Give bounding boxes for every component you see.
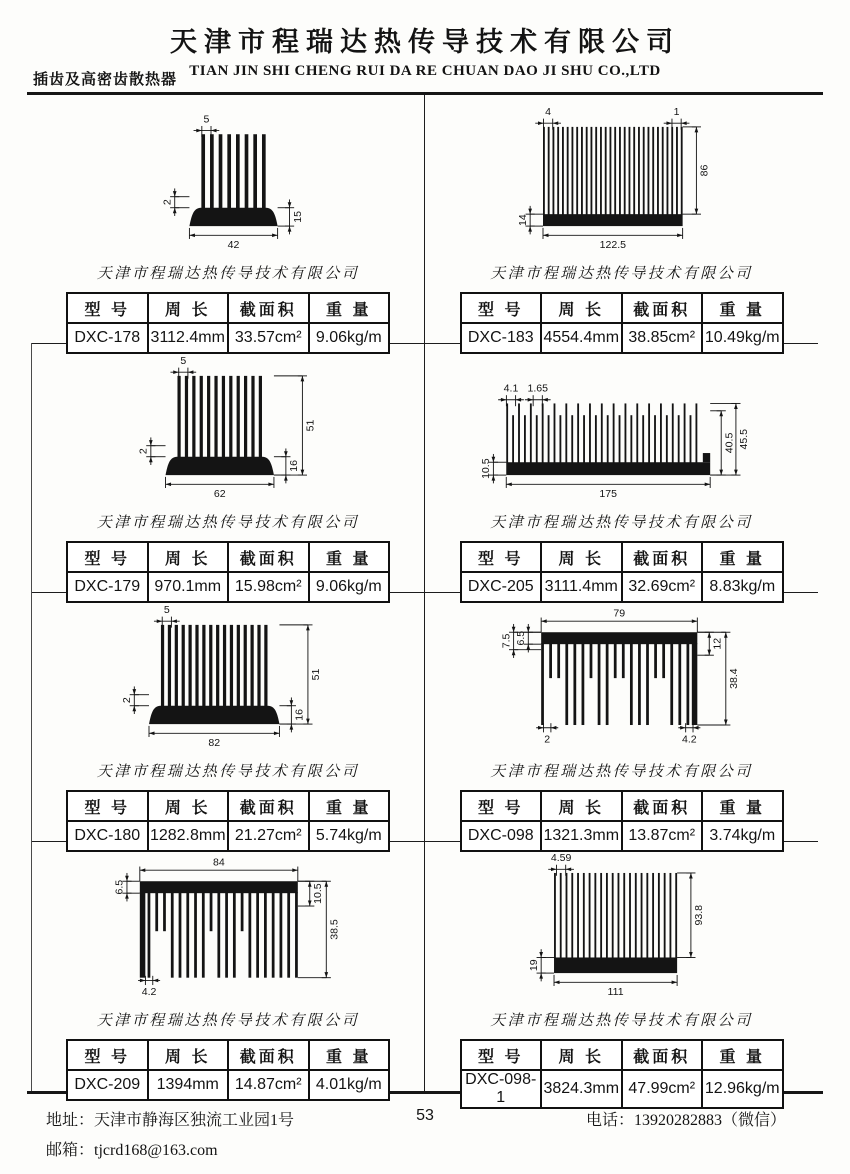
col-header-perimeter: 周 长	[541, 542, 622, 572]
area-value: 13.87cm²	[622, 821, 703, 851]
svg-text:84: 84	[212, 856, 225, 869]
cell-caption: 天津市程瑞达热传导技术有限公司	[96, 513, 360, 531]
email-line: 邮箱：tjcrd168@163.com	[46, 1142, 218, 1159]
svg-text:10.5: 10.5	[312, 883, 325, 904]
col-header-perimeter: 周 长	[541, 791, 622, 821]
category-label: 插齿及高密齿散热器	[33, 71, 178, 88]
spec-table	[66, 1039, 390, 1101]
product-cell	[425, 344, 818, 593]
svg-text:38.5: 38.5	[328, 919, 341, 940]
weight-value: 8.83kg/m	[702, 572, 783, 602]
perimeter-value: 3112.4mm	[148, 323, 229, 353]
page-header	[0, 0, 850, 92]
svg-text:6.5: 6.5	[113, 879, 126, 895]
cell-caption: 天津市程瑞达热传导技术有限公司	[96, 762, 360, 780]
svg-text:2: 2	[120, 697, 133, 704]
svg-text:45.5: 45.5	[737, 429, 750, 450]
model-value: DXC-205	[461, 572, 542, 602]
svg-text:4.2: 4.2	[141, 986, 157, 999]
weight-value: 4.01kg/m	[309, 1070, 390, 1100]
col-header-perimeter: 周 长	[148, 542, 229, 572]
col-header-area: 截面积	[622, 293, 703, 323]
svg-text:12: 12	[711, 637, 724, 650]
area-value: 21.27cm²	[228, 821, 309, 851]
col-header-weight: 重 量	[702, 542, 783, 572]
col-header-model: 型 号	[67, 542, 148, 572]
svg-text:51: 51	[310, 668, 323, 681]
page-footer	[0, 1094, 850, 1170]
area-value: 14.87cm²	[228, 1070, 309, 1100]
svg-text:15: 15	[291, 211, 304, 223]
weight-value: 3.74kg/m	[702, 821, 783, 851]
svg-text:62: 62	[213, 488, 226, 501]
cell-caption: 天津市程瑞达热传导技术有限公司	[96, 1011, 360, 1029]
product-cell	[32, 842, 425, 1091]
svg-text:93.8: 93.8	[692, 904, 705, 926]
col-header-perimeter: 周 长	[541, 1040, 622, 1070]
svg-text:4.59: 4.59	[550, 852, 571, 865]
profile-drawing-svg	[462, 352, 782, 510]
col-header-perimeter: 周 长	[541, 293, 622, 323]
col-header-weight: 重 量	[702, 1040, 783, 1070]
perimeter-value: 1394mm	[148, 1070, 229, 1100]
col-header-weight: 重 量	[309, 1040, 390, 1070]
product-cell	[425, 842, 818, 1106]
svg-text:6.5: 6.5	[514, 630, 527, 646]
model-value: DXC-180	[67, 821, 148, 851]
svg-text:4.2: 4.2	[681, 733, 697, 746]
svg-text:38.4: 38.4	[727, 668, 740, 689]
col-header-area: 截面积	[622, 1040, 703, 1070]
svg-text:51: 51	[304, 419, 317, 432]
col-header-model: 型 号	[67, 293, 148, 323]
model-value: DXC-179	[67, 572, 148, 602]
area-value: 47.99cm²	[622, 1070, 703, 1108]
svg-text:5: 5	[203, 113, 210, 126]
svg-text:10.5: 10.5	[479, 458, 492, 479]
svg-text:86: 86	[698, 164, 711, 177]
phone-line: 电话：13920282883（微信）	[585, 1112, 786, 1129]
svg-text:4: 4	[544, 105, 551, 118]
weight-value: 9.06kg/m	[309, 572, 390, 602]
col-header-perimeter: 周 长	[148, 1040, 229, 1070]
svg-text:14: 14	[516, 214, 529, 226]
weight-value: 9.06kg/m	[309, 323, 390, 353]
heatsink-profile-drawing	[462, 103, 782, 261]
svg-text:82: 82	[208, 737, 221, 750]
perimeter-value: 3111.4mm	[541, 572, 622, 602]
svg-text:2: 2	[543, 733, 550, 746]
profile-drawing-svg	[68, 850, 388, 1008]
company-title-en: TIAN JIN SHI CHENG RUI DA RE CHUAN DAO JI SHU CO.,LTD	[189, 63, 661, 79]
svg-text:2: 2	[161, 199, 174, 206]
product-cell	[425, 95, 818, 344]
col-header-area: 截面积	[228, 293, 309, 323]
svg-text:7.5: 7.5	[499, 633, 512, 649]
address-line: 地址：天津市静海区独流工业园1号	[46, 1112, 295, 1129]
col-header-model: 型 号	[461, 1040, 542, 1070]
heatsink-profile-drawing	[462, 352, 782, 510]
product-cell	[32, 95, 425, 344]
model-value: DXC-098-1	[461, 1070, 542, 1108]
profile-drawing-svg	[462, 601, 782, 759]
company-title-cn: 天津市程瑞达热传导技术有限公司	[170, 27, 680, 57]
col-header-area: 截面积	[622, 791, 703, 821]
perimeter-value: 1282.8mm	[148, 821, 229, 851]
product-grid	[32, 95, 818, 1106]
svg-text:16: 16	[293, 709, 306, 721]
product-cell	[32, 593, 425, 842]
profile-drawing-svg	[462, 850, 782, 1008]
heatsink-profile-drawing	[68, 601, 388, 759]
cell-caption: 天津市程瑞达热传导技术有限公司	[490, 1011, 753, 1029]
cell-caption: 天津市程瑞达热传导技术有限公司	[490, 264, 753, 282]
col-header-perimeter: 周 长	[148, 293, 229, 323]
heatsink-profile-drawing	[68, 850, 388, 1008]
col-header-weight: 重 量	[309, 791, 390, 821]
svg-text:4.1: 4.1	[503, 382, 518, 395]
col-header-model: 型 号	[67, 1040, 148, 1070]
cell-caption: 天津市程瑞达热传导技术有限公司	[96, 264, 360, 282]
weight-value: 10.49kg/m	[702, 323, 783, 353]
col-header-model: 型 号	[461, 293, 542, 323]
product-cell	[32, 344, 425, 593]
col-header-weight: 重 量	[702, 293, 783, 323]
col-header-model: 型 号	[461, 791, 542, 821]
perimeter-value: 1321.3mm	[541, 821, 622, 851]
cell-caption: 天津市程瑞达热传导技术有限公司	[490, 762, 753, 780]
model-value: DXC-183	[461, 323, 542, 353]
svg-text:2: 2	[137, 448, 150, 455]
col-header-weight: 重 量	[702, 791, 783, 821]
svg-text:40.5: 40.5	[722, 432, 735, 454]
svg-text:16: 16	[288, 460, 301, 472]
svg-text:122.5: 122.5	[599, 239, 626, 252]
model-value: DXC-178	[67, 323, 148, 353]
svg-text:5: 5	[163, 603, 170, 616]
profile-drawing-svg	[68, 601, 388, 759]
perimeter-value: 3824.3mm	[541, 1070, 622, 1108]
svg-text:19: 19	[527, 959, 540, 972]
model-value: DXC-209	[67, 1070, 148, 1100]
col-header-area: 截面积	[228, 542, 309, 572]
svg-text:42: 42	[227, 239, 240, 252]
svg-text:5: 5	[180, 354, 187, 367]
heatsink-profile-drawing	[68, 103, 388, 261]
area-value: 32.69cm²	[622, 572, 703, 602]
col-header-model: 型 号	[67, 791, 148, 821]
col-header-weight: 重 量	[309, 542, 390, 572]
profile-drawing-svg	[462, 103, 782, 261]
col-header-model: 型 号	[461, 542, 542, 572]
heatsink-profile-drawing	[462, 850, 782, 1008]
svg-text:1: 1	[673, 105, 680, 118]
area-value: 33.57cm²	[228, 323, 309, 353]
product-cell	[425, 593, 818, 842]
weight-value: 5.74kg/m	[309, 821, 390, 851]
svg-text:1.65: 1.65	[526, 382, 548, 395]
col-header-area: 截面积	[228, 1040, 309, 1070]
svg-text:175: 175	[598, 488, 617, 501]
col-header-area: 截面积	[622, 542, 703, 572]
heatsink-profile-drawing	[68, 352, 388, 510]
profile-drawing-svg	[68, 103, 388, 261]
svg-text:79: 79	[612, 607, 625, 620]
model-value: DXC-098	[461, 821, 542, 851]
area-value: 15.98cm²	[228, 572, 309, 602]
svg-text:111: 111	[607, 986, 624, 999]
page-number: 53	[416, 1107, 434, 1124]
perimeter-value: 970.1mm	[148, 572, 229, 602]
perimeter-value: 4554.4mm	[541, 323, 622, 353]
weight-value: 12.96kg/m	[702, 1070, 783, 1108]
col-header-perimeter: 周 长	[148, 791, 229, 821]
col-header-area: 截面积	[228, 791, 309, 821]
area-value: 38.85cm²	[622, 323, 703, 353]
profile-drawing-svg	[68, 352, 388, 510]
col-header-weight: 重 量	[309, 293, 390, 323]
cell-caption: 天津市程瑞达热传导技术有限公司	[490, 513, 753, 531]
heatsink-profile-drawing	[462, 601, 782, 759]
